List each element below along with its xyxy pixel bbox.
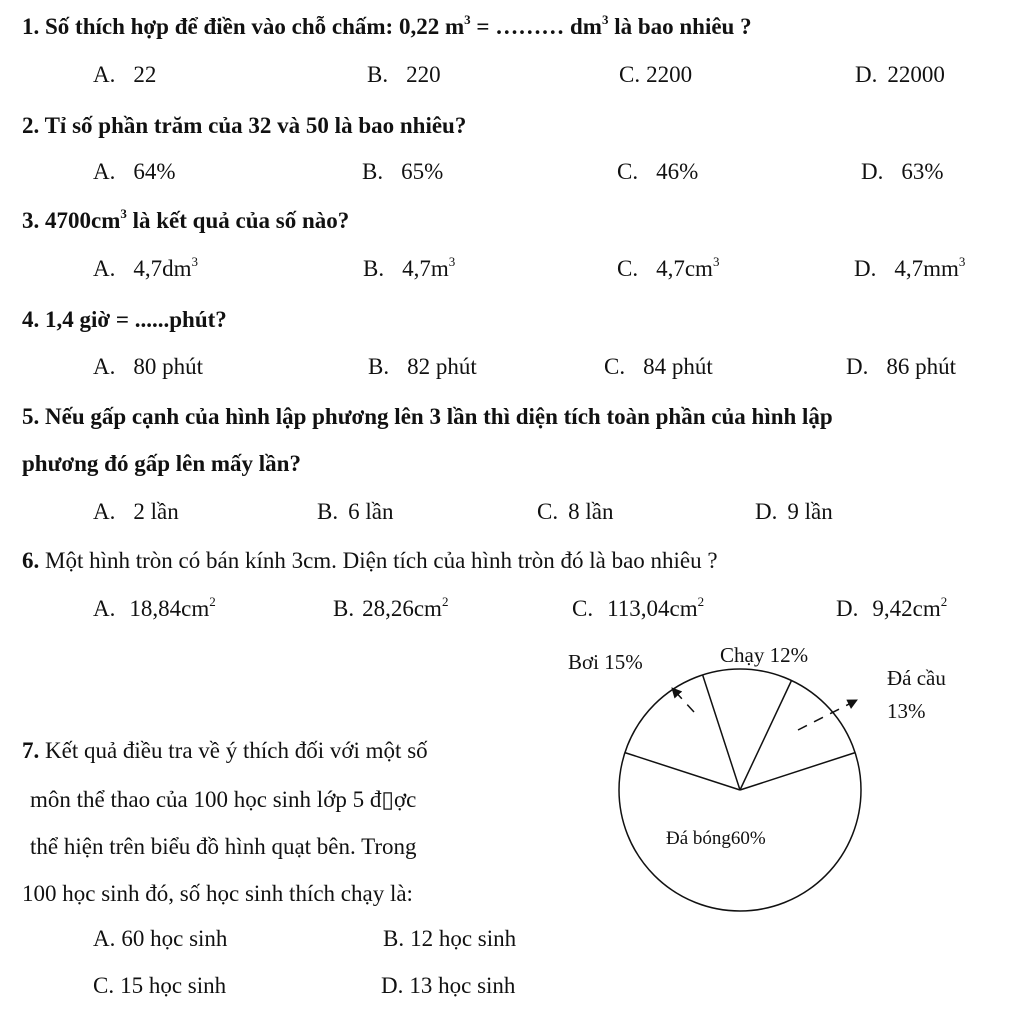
q1-option-a[interactable]: A. 22 [93, 62, 157, 87]
q4-option-c[interactable]: C. 84 phút [604, 354, 713, 379]
q1-text-a: Số thích hợp để điền vào chỗ chấm: 0,22 m [45, 14, 465, 39]
slice-label-da-bong: Đá bóng60% [666, 828, 766, 849]
q3-option-b[interactable]: B. $4,7m^3$ [363, 254, 456, 281]
q7-line-4: 100 học sinh đó, số học sinh thích chạy là: [22, 881, 413, 906]
q1-text-b: = ……… dm [470, 14, 602, 39]
q5-text-line1: Nếu gấp cạnh của hình lập phương lên 3 lần thì diện tích toàn phần của hình lập [45, 404, 833, 429]
q3-option-d[interactable]: D. $4,7mm^3$ [854, 254, 966, 281]
q5-option-a[interactable]: A. 2 lần [93, 499, 179, 524]
q5-option-c[interactable]: C. 8 lần [537, 499, 614, 524]
q7-line-1: Kết quả điều tra về ý thích đối với một số [45, 738, 428, 763]
q4-option-b[interactable]: B. 82 phút [368, 354, 477, 379]
q2-text: Tỉ số phần trăm của 32 và 50 là bao nhiêu? [44, 113, 467, 138]
q7-line-2: môn thể thao của 100 học sinh lớp 5 đ▯ợc [30, 787, 417, 812]
q3-text-b: là kết quả của số nào? [126, 208, 350, 233]
q1-number: 1. [22, 14, 40, 39]
pie-sector-boundary-0 [625, 753, 740, 790]
q2-option-c[interactable]: C. 46% [617, 159, 699, 184]
q6-option-c[interactable]: C. $113,04cm^2$ [572, 594, 705, 621]
q3-number: 3. [22, 208, 40, 233]
q5-text-line2: phương đó gấp lên mấy lần? [22, 451, 301, 476]
q6-option-a[interactable]: A. $18,84cm^2$ [93, 594, 216, 621]
q1-option-b[interactable]: B. 220 [367, 62, 441, 87]
pie-sector-boundary-2 [740, 681, 792, 791]
q3-option-c[interactable]: C. $4,7cm^3$ [617, 254, 720, 281]
q1-option-d[interactable]: D. 22000 [855, 62, 945, 87]
q1-sup-b: 3 [601, 12, 609, 27]
q2-number: 2. [22, 113, 40, 138]
q7-number: 7. [22, 738, 40, 763]
slice-label-boi: Bơi 15% [568, 650, 643, 674]
q5-option-d[interactable]: D. 9 lần [755, 499, 833, 524]
q6-option-b[interactable]: B. $28,26cm^2$ [333, 594, 449, 621]
q1-option-c[interactable]: C. 2200 [619, 62, 693, 87]
q3-option-a[interactable]: A. $4,7dm^3$ [93, 254, 199, 281]
q7-option-d[interactable]: D. 13 học sinh [381, 973, 516, 998]
q7-option-a[interactable]: A. 60 học sinh [93, 926, 228, 951]
q3-text-a: 4700cm [45, 208, 121, 233]
q3-sup-a: 3 [120, 206, 127, 221]
slice-label-da-cau-pct: 13% [887, 699, 926, 723]
boi-label-arrow [672, 688, 694, 712]
pie-sector-boundary-3 [740, 753, 855, 790]
q5-option-b[interactable]: B. 6 lần [317, 499, 394, 524]
q7-line-3: thể hiện trên biểu đồ hình quạt bên. Trong [30, 834, 417, 859]
pie-sector-boundary-1 [703, 675, 740, 790]
q2-option-a[interactable]: A. 64% [93, 159, 176, 184]
slice-label-da-cau: Đá cầu [887, 666, 946, 690]
da-cau-label-arrow [798, 700, 857, 730]
q4-text: 1,4 giờ = ......phút? [45, 307, 227, 332]
q7-option-c[interactable]: C. 15 học sinh [93, 973, 227, 998]
q1-sup-a: 3 [464, 12, 471, 27]
q6-option-d[interactable]: D. $9,42cm^2$ [836, 594, 948, 621]
q1-text-c: là bao nhiêu ? [608, 14, 752, 39]
q2-option-b[interactable]: B. 65% [362, 159, 444, 184]
q5-number: 5. [22, 404, 40, 429]
q4-option-d[interactable]: D. 86 phút [846, 354, 957, 379]
q6-text: Một hình tròn có bán kính 3cm. Diện tích của hình tròn đó là bao nhiêu ? [45, 548, 718, 573]
q4-number: 4. [22, 307, 40, 332]
q6-number: 6. [22, 548, 40, 573]
q4-option-a[interactable]: A. 80 phút [93, 354, 204, 379]
slice-label-chay: Chạy 12% [720, 643, 809, 667]
q2-option-d[interactable]: D. 63% [861, 159, 944, 184]
q7-option-b[interactable]: B. 12 học sinh [383, 926, 517, 951]
